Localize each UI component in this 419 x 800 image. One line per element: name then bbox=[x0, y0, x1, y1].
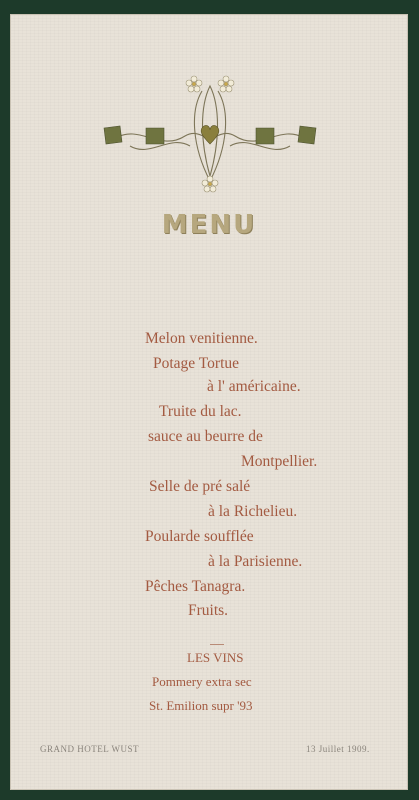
dish-line: Montpellier. bbox=[241, 453, 318, 470]
dish-line: Selle de pré salé bbox=[149, 478, 251, 495]
divider bbox=[210, 644, 224, 645]
dish-line: Melon venitienne. bbox=[145, 330, 258, 347]
dish-line: Pêches Tanagra. bbox=[145, 578, 246, 595]
menu-title: MENU bbox=[161, 210, 257, 240]
dish-line: à l' américaine. bbox=[207, 378, 301, 395]
dish-line: à la Parisienne. bbox=[208, 553, 303, 570]
dish-line: sauce au beurre de bbox=[148, 428, 263, 445]
dish-line: Potage Tortue bbox=[153, 355, 240, 372]
dish-line: Fruits. bbox=[188, 602, 229, 619]
wine-item: St. Emilion supr '93 bbox=[149, 698, 253, 713]
dish-line: à la Richelieu. bbox=[208, 503, 298, 520]
wine-item: Pommery extra sec bbox=[152, 674, 252, 689]
dish-line: Truite du lac. bbox=[159, 403, 242, 420]
wines-heading: LES VINS bbox=[187, 650, 244, 665]
menu-card bbox=[10, 14, 408, 790]
hotel-name: GRAND HOTEL WUST bbox=[40, 744, 139, 754]
floral-ornament bbox=[90, 66, 330, 206]
dish-line: Poularde soufflée bbox=[145, 528, 254, 545]
menu-date: 13 Juillet 1909. bbox=[306, 744, 370, 754]
